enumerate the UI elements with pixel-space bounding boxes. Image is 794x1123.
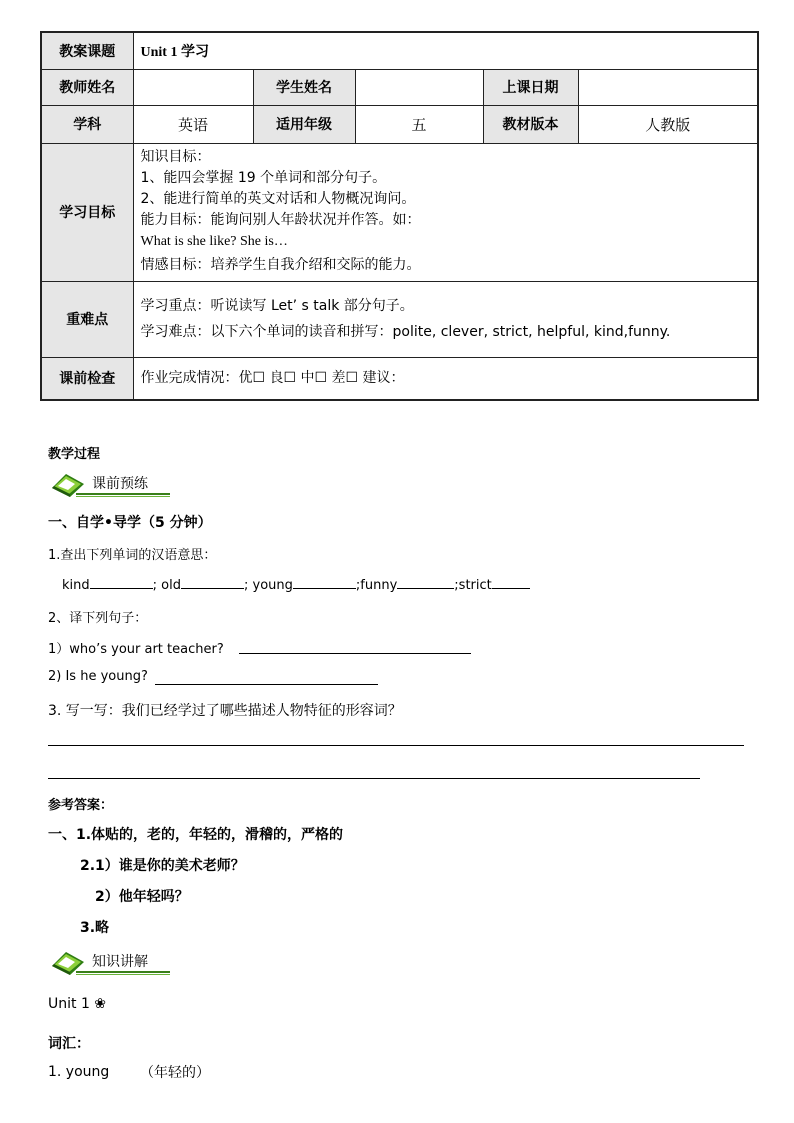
objective-line: What is she like? She is… [140, 233, 288, 249]
topic-value: Unit 1 学习 [133, 32, 758, 69]
q1-word: strict [458, 578, 492, 593]
objective-line: 情感目标：培养学生自我介绍和交际的能力。 [140, 256, 421, 273]
teacher-value [133, 69, 253, 105]
lesson-info-table [40, 31, 759, 401]
edition-label: 教材版本 [483, 105, 578, 143]
badge-underline [76, 493, 170, 495]
answer-blank[interactable] [181, 576, 244, 589]
separator: ; [454, 578, 459, 593]
heading-self-study: 一、自学•导学（5 分钟） [48, 515, 212, 531]
key-point-line: 学习重点：听说读写 Let’ s talk 部分句子。 [140, 298, 414, 314]
answer-blank[interactable] [397, 576, 454, 589]
answer-blank[interactable] [492, 576, 530, 589]
answer-line[interactable] [48, 778, 700, 779]
precheck-value: 作业完成情况：优☐ 良☐ 中☐ 差☐ 建议： [133, 357, 758, 400]
badge-preview [48, 468, 172, 498]
objective-line: 能力目标：能询问别人年龄状况并作答。如： [140, 211, 421, 228]
key-point-line: 学习难点：以下六个单词的读音和拼写：polite, clever, strict, helpful, kind,funny. [140, 324, 671, 340]
date-label: 上课日期 [483, 69, 578, 105]
vocab-meaning: （年轻的） [140, 1065, 210, 1081]
answer-line[interactable] [239, 653, 471, 654]
q1-word: old [161, 578, 181, 593]
unit-line: Unit 1 ❀ [48, 996, 107, 1012]
edition-value: 人教版 [578, 105, 758, 143]
badge-underline [76, 971, 170, 973]
teacher-label: 教师姓名 [41, 69, 133, 105]
key-points-label: 重难点 [41, 281, 133, 357]
badge-underline [76, 974, 170, 975]
objectives-content [133, 143, 758, 281]
question-3: 3. 写一写：我们已经学过了哪些描述人物特征的形容词？ [48, 703, 402, 719]
separator: ; [243, 578, 253, 593]
key-points-content [133, 281, 758, 357]
objective-line: 知识目标： [140, 148, 211, 165]
subject-label: 学科 [41, 105, 133, 143]
question-2-1: 1）who’s your art teacher? [48, 642, 224, 657]
subject-value: 英语 [133, 105, 253, 143]
answer-3: 2）他年轻吗？ [95, 889, 189, 905]
grade-value: 五 [355, 105, 483, 143]
answer-blank[interactable] [293, 576, 356, 589]
objectives-label: 学习目标 [41, 143, 133, 281]
answer-4: 3.略 [80, 920, 110, 936]
topic-label: 教案课题 [41, 32, 133, 69]
objective-line: 1、能四会掌握 19 个单词和部分句子。 [140, 169, 387, 186]
answer-line[interactable] [48, 745, 744, 746]
separator: ; [152, 578, 162, 593]
student-value [355, 69, 483, 105]
badge-preview-label: 课前预练 [92, 476, 148, 492]
answer-2: 2.1）谁是你的美术老师？ [80, 858, 245, 874]
badge-underline [76, 496, 170, 497]
grade-label: 适用年级 [253, 105, 355, 143]
badge-knowledge-label: 知识讲解 [92, 954, 148, 970]
question-2-2: 2) Is he young? [48, 669, 148, 684]
separator: ; [355, 578, 361, 593]
question-1: 1.查出下列单词的汉语意思： [48, 548, 217, 563]
badge-knowledge [48, 946, 172, 976]
student-label: 学生姓名 [253, 69, 355, 105]
answer-1: 一、1.体贴的，老的，年轻的，滑稽的，严格的 [48, 827, 344, 843]
q1-word-line [62, 576, 530, 593]
question-2: 2、译下列句子： [48, 611, 148, 626]
answer-blank[interactable] [90, 576, 153, 589]
q1-word: kind [62, 578, 90, 593]
q1-word: young [252, 578, 293, 593]
section-title: 教学过程 [48, 447, 101, 462]
answers-title: 参考答案： [48, 798, 114, 813]
answer-line[interactable] [155, 684, 378, 685]
q1-word: funny [360, 578, 398, 593]
vocab-title: 词汇： [48, 1036, 90, 1052]
date-value [578, 69, 758, 105]
vocab-item: 1. young [48, 1064, 110, 1080]
objective-line: 2、能进行简单的英文对话和人物概况询问。 [140, 190, 416, 207]
precheck-label: 课前检查 [41, 357, 133, 400]
